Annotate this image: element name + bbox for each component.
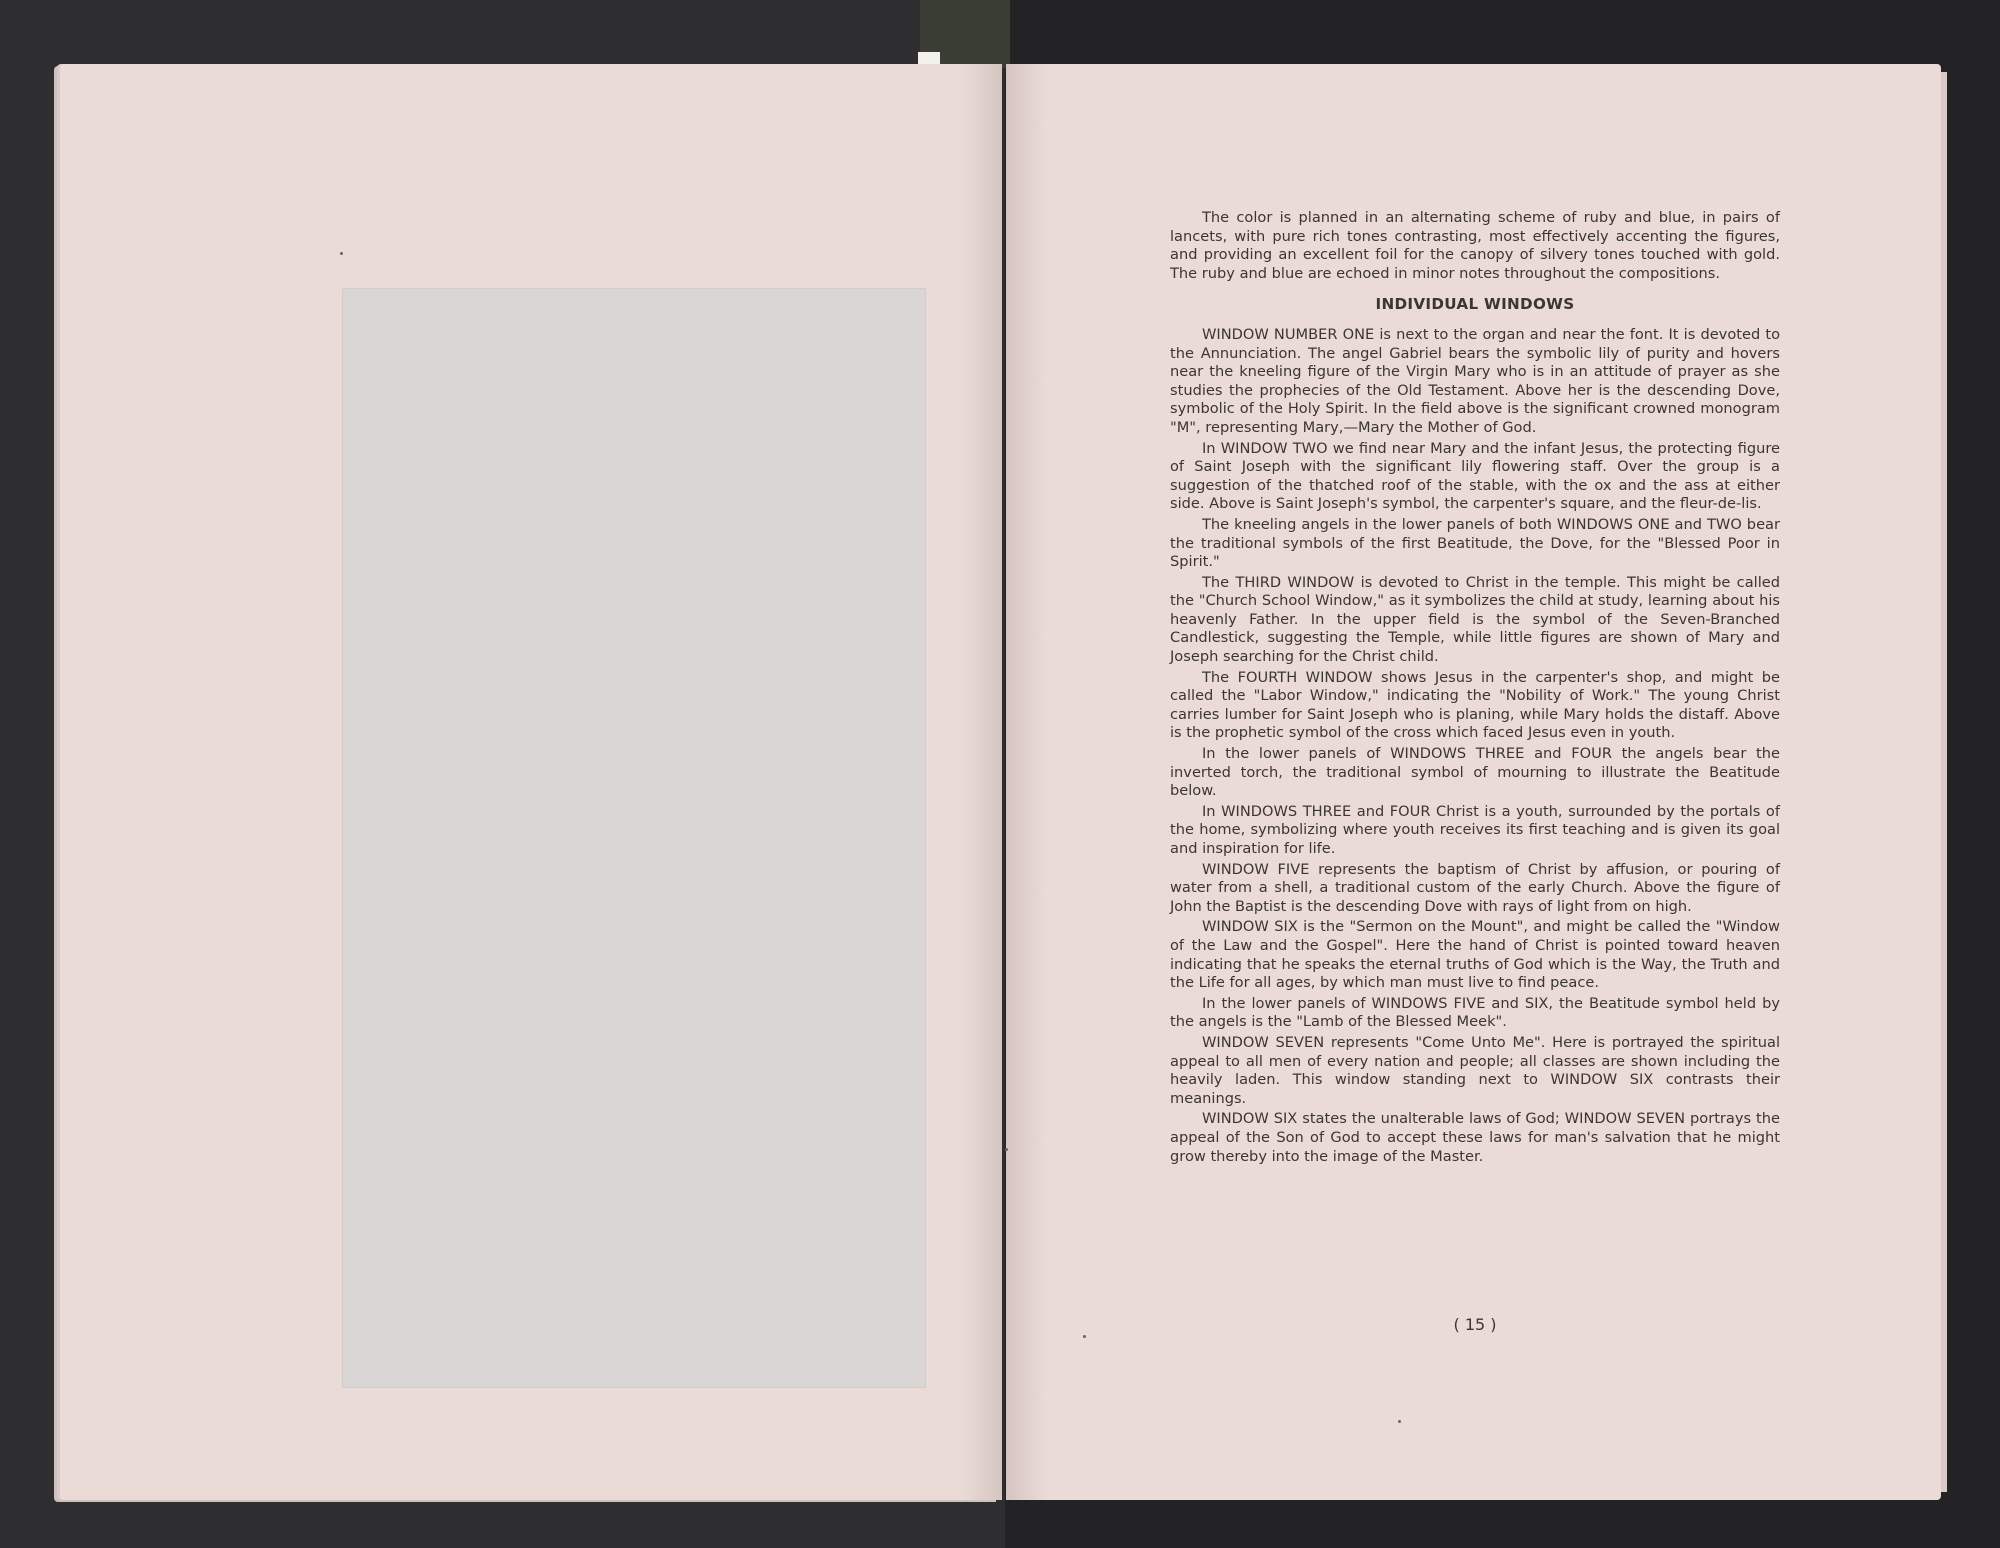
page-edge xyxy=(1941,72,1947,1492)
section-heading: INDIVIDUAL WINDOWS xyxy=(1375,295,1575,314)
paragraph-angels-one-two: The kneeling angels in the lower panels of both WINDOWS ONE and TWO bear the traditional symbols of the first Beatitude, the Dove, for the "Blessed Poor in Spirit." xyxy=(1170,515,1780,571)
faded-photo-plate xyxy=(342,288,926,1388)
paragraph-angels-three-four: In the lower panels of WINDOWS THREE and FOUR the angels bear the inverted torch, the traditional symbol of mourning to illustrate the Beatitude below. xyxy=(1170,745,1780,800)
paper-speck xyxy=(1398,1420,1401,1423)
page-number: ( 15 ) xyxy=(1453,1315,1497,1334)
paragraph-window-six: WINDOW SIX is the "Sermon on the Mount", and might be called the "Window of the Law and the Gospel". Here the hand of Christ is pointed toward heaven indicating that he speaks the eternal truths of God which is the Way, the Truth and the Life for all ages, by which man must live to find peace. xyxy=(1170,918,1780,992)
paragraph-window-four: The FOURTH WINDOW shows Jesus in the carpenter's shop, and might be called the "Labor Window," indicating the "Nobility of Work." The young Christ carries lumber for Saint Joseph who is planing, while Mary holds the distaff. Above is the prophetic symbol of the cross which faced Jesus even in youth. xyxy=(1170,668,1780,742)
intro-paragraph: The color is planned in an alternating scheme of ruby and blue, in pairs of lancets, with pure rich tones contrasting, most effectively accenting the figures, and providing an excellent foil for the canopy of silvery tones touched with gold. The ruby and blue are echoed in minor notes throughout the compositions. xyxy=(1170,209,1780,282)
paper-speck xyxy=(1005,1148,1008,1151)
paragraph-window-two: In WINDOW TWO we find near Mary and the infant Jesus, the protecting figure of Saint Joseph with the significant lily flowering staff. Over the group is a suggestion of the thatched roof of the stable, with the ox and the ass at either side. Above is Saint Joseph's symbol, the carpenter's square, and the fleur-de-lis. xyxy=(1170,439,1780,513)
left-page xyxy=(60,64,1002,1500)
right-gutter-shade xyxy=(1006,64,1046,1500)
paper-speck xyxy=(340,252,343,255)
paragraph-six-seven-contrast: WINDOW SIX states the unalterable laws of God; WINDOW SEVEN portrays the appeal of the Son of God to accept these laws for man's salvation that he might grow thereby into the image of the Master. xyxy=(1170,1110,1780,1165)
paragraph-angels-five-six: In the lower panels of WINDOWS FIVE and SIX, the Beatitude symbol held by the angels is the "Lamb of the Blessed Meek". xyxy=(1170,994,1780,1031)
left-gutter-shade xyxy=(962,64,1002,1500)
paper-speck xyxy=(1083,1335,1086,1338)
paragraph-window-three: The THIRD WINDOW is devoted to Christ in the temple. This might be called the "Church School Window," as it symbolizes the child at study, learning about his heavenly Father. In the upper field is the symbol of the Seven-Branched Candlestick, suggesting the Temple, while little figures are shown of Mary and Joseph searching for the Christ child. xyxy=(1170,573,1780,666)
paragraph-youth: In WINDOWS THREE and FOUR Christ is a youth, surrounded by the portals of the home, symbolizing where youth receives its first teaching and is given its goal and inspiration for life. xyxy=(1170,802,1780,857)
paragraph-window-one: WINDOW NUMBER ONE is next to the organ and near the font. It is devoted to the Annunciation. The angel Gabriel bears the symbolic lily of purity and hovers near the kneeling figure of the Virgin Mary who is in an attitude of prayer as she studies the prophecies of the Old Testament. Above her is the descending Dove, symbolic of the Holy Spirit. In the field above is the significant crowned monogram "M", representing Mary,—Mary the Mother of God. xyxy=(1170,325,1780,436)
paragraph-window-seven: WINDOW SEVEN represents "Come Unto Me". Here is portrayed the spiritual appeal to all men of every nation and people; all classes are shown including the heavily laden. This window standing next to WINDOW SIX contrasts their meanings. xyxy=(1170,1033,1780,1107)
paragraph-window-five: WINDOW FIVE represents the baptism of Christ by affusion, or pouring of water from a shell, a traditional custom of the early Church. Above the figure of John the Baptist is the descending Dove with rays of light from on high. xyxy=(1170,860,1780,915)
body-text xyxy=(1170,209,1780,1168)
